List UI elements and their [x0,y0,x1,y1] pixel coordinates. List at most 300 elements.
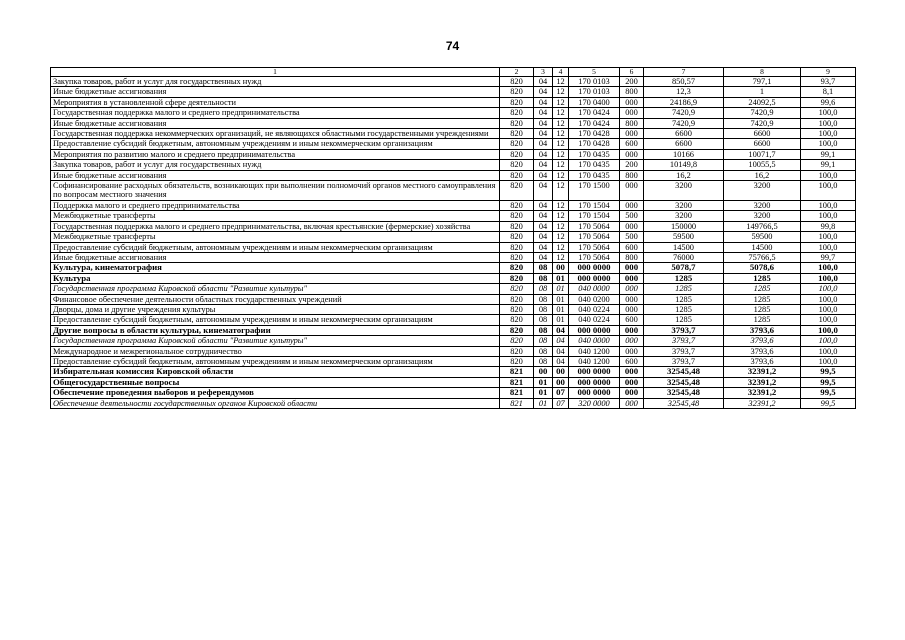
cell-expense-type: 000 [620,97,644,107]
cell-admin-code: 820 [500,294,534,304]
cell-planned: 3200 [644,181,724,201]
cell-planned: 850,57 [644,77,724,87]
cell-admin-code: 820 [500,149,534,159]
cell-name: Иные бюджетные ассигнования [51,87,500,97]
table-row [51,139,856,149]
cell-admin-code: 821 [500,398,534,408]
cell-percent: 100,0 [801,304,856,314]
cell-section: 08 [534,356,553,366]
cell-admin-code: 820 [500,118,534,128]
cell-expense-type: 800 [620,118,644,128]
cell-target-article: 000 0000 [569,388,620,398]
cell-name: Обеспечение проведения выборов и референдумов [51,388,500,398]
cell-percent: 100,0 [801,294,856,304]
cell-section: 04 [534,242,553,252]
cell-admin-code: 820 [500,252,534,262]
cell-percent: 93,7 [801,77,856,87]
cell-planned: 1285 [644,294,724,304]
cell-name: Межбюджетные трансферты [51,211,500,221]
cell-subsection: 01 [553,304,569,314]
cell-target-article: 040 0224 [569,315,620,325]
cell-expense-type: 600 [620,356,644,366]
cell-target-article: 170 0103 [569,87,620,97]
cell-admin-code: 820 [500,304,534,314]
cell-expense-type: 000 [620,388,644,398]
cell-expense-type: 000 [620,284,644,294]
cell-executed: 1285 [724,273,801,283]
cell-name: Предоставление субсидий бюджетным, автономным учреждениям и иным некоммерческим организациям [51,315,500,325]
cell-percent: 100,0 [801,346,856,356]
cell-executed: 3793,6 [724,325,801,335]
cell-admin-code: 820 [500,315,534,325]
table-row [51,294,856,304]
cell-executed: 32391,2 [724,398,801,408]
cell-target-article: 170 0435 [569,149,620,159]
cell-expense-type: 800 [620,87,644,97]
cell-admin-code: 820 [500,325,534,335]
cell-admin-code: 820 [500,242,534,252]
cell-percent: 100,0 [801,315,856,325]
cell-expense-type: 200 [620,160,644,170]
cell-executed: 3793,6 [724,346,801,356]
cell-percent: 100,0 [801,336,856,346]
cell-section: 01 [534,398,553,408]
cell-name: Избирательная комиссия Кировской области [51,367,500,377]
cell-subsection: 01 [553,294,569,304]
cell-expense-type: 000 [620,325,644,335]
cell-target-article: 000 0000 [569,325,620,335]
cell-section: 08 [534,315,553,325]
cell-planned: 3200 [644,200,724,210]
cell-expense-type: 000 [620,108,644,118]
cell-target-article: 170 1500 [569,181,620,201]
cell-admin-code: 820 [500,273,534,283]
cell-subsection: 01 [553,284,569,294]
cell-subsection: 12 [553,139,569,149]
cell-name: Другие вопросы в области культуры, кинематографии [51,325,500,335]
cell-percent: 99,1 [801,149,856,159]
cell-executed: 1285 [724,304,801,314]
cell-executed: 24092,5 [724,97,801,107]
table-row [51,242,856,252]
cell-admin-code: 820 [500,221,534,231]
cell-subsection: 04 [553,336,569,346]
cell-name: Предоставление субсидий бюджетным, автономным учреждениям и иным некоммерческим организациям [51,242,500,252]
cell-section: 08 [534,304,553,314]
cell-target-article: 320 0000 [569,398,620,408]
cell-name: Предоставление субсидий бюджетным, автономным учреждениям и иным некоммерческим организациям [51,139,500,149]
cell-planned: 5078,7 [644,263,724,273]
header-row [51,68,856,77]
cell-expense-type: 000 [620,367,644,377]
cell-section: 08 [534,346,553,356]
table-row [51,398,856,408]
cell-target-article: 170 5064 [569,232,620,242]
cell-admin-code: 820 [500,200,534,210]
cell-name: Культура, кинематография [51,263,500,273]
cell-planned: 3200 [644,211,724,221]
cell-name: Закупка товаров, работ и услуг для государственных нужд [51,160,500,170]
cell-target-article: 170 0424 [569,118,620,128]
cell-percent: 100,0 [801,242,856,252]
header-cell-expense-type: 6 [620,68,644,77]
cell-planned: 1285 [644,284,724,294]
cell-expense-type: 000 [620,221,644,231]
cell-planned: 14500 [644,242,724,252]
cell-name: Поддержка малого и среднего предпринимательства [51,200,500,210]
cell-section: 04 [534,181,553,201]
cell-planned: 6600 [644,139,724,149]
cell-section: 04 [534,221,553,231]
cell-percent: 100,0 [801,129,856,139]
cell-target-article: 040 0000 [569,336,620,346]
cell-section: 08 [534,273,553,283]
cell-subsection: 12 [553,200,569,210]
table-body [51,68,856,409]
table-row [51,129,856,139]
cell-section: 04 [534,77,553,87]
cell-subsection: 12 [553,242,569,252]
table-row [51,284,856,294]
header-cell-planned: 7 [644,68,724,77]
cell-executed: 3793,6 [724,356,801,366]
cell-planned: 6600 [644,129,724,139]
cell-subsection: 12 [553,129,569,139]
table-row [51,108,856,118]
cell-section: 04 [534,160,553,170]
cell-subsection: 04 [553,346,569,356]
cell-executed: 6600 [724,129,801,139]
cell-executed: 5078,6 [724,263,801,273]
cell-name: Дворцы, дома и другие учреждения культуры [51,304,500,314]
table-row [51,221,856,231]
cell-expense-type: 500 [620,232,644,242]
cell-expense-type: 600 [620,242,644,252]
cell-name: Мероприятия в установленной сфере деятельности [51,97,500,107]
cell-target-article: 000 0000 [569,377,620,387]
cell-target-article: 170 1504 [569,211,620,221]
cell-admin-code: 820 [500,263,534,273]
cell-executed: 32391,2 [724,367,801,377]
cell-subsection: 04 [553,356,569,366]
cell-executed: 10071,7 [724,149,801,159]
cell-executed: 32391,2 [724,377,801,387]
cell-planned: 32545,48 [644,388,724,398]
cell-executed: 3200 [724,200,801,210]
cell-percent: 100,0 [801,118,856,128]
table-row [51,336,856,346]
cell-admin-code: 820 [500,211,534,221]
cell-admin-code: 820 [500,108,534,118]
cell-percent: 100,0 [801,263,856,273]
cell-expense-type: 000 [620,181,644,201]
cell-percent: 100,0 [801,181,856,201]
cell-target-article: 000 0000 [569,367,620,377]
cell-section: 04 [534,118,553,128]
cell-target-article: 040 0200 [569,294,620,304]
cell-planned: 10149,8 [644,160,724,170]
cell-target-article: 040 1200 [569,356,620,366]
table-row [51,346,856,356]
cell-admin-code: 820 [500,87,534,97]
cell-executed: 59500 [724,232,801,242]
cell-percent: 99,5 [801,367,856,377]
cell-subsection: 12 [553,77,569,87]
table-row [51,77,856,87]
budget-table [50,67,856,409]
page-number: 74 [445,39,460,53]
header-cell-section: 3 [534,68,553,77]
cell-expense-type: 800 [620,170,644,180]
table-row [51,367,856,377]
cell-admin-code: 820 [500,97,534,107]
table-row [51,315,856,325]
cell-subsection: 00 [553,263,569,273]
cell-percent: 100,0 [801,325,856,335]
cell-section: 08 [534,336,553,346]
cell-expense-type: 000 [620,273,644,283]
cell-expense-type: 000 [620,263,644,273]
cell-subsection: 00 [553,367,569,377]
cell-planned: 150000 [644,221,724,231]
cell-target-article: 170 0400 [569,97,620,107]
table-row [51,160,856,170]
cell-executed: 6600 [724,139,801,149]
cell-percent: 8,1 [801,87,856,97]
table-row [51,211,856,221]
cell-executed: 14500 [724,242,801,252]
cell-section: 01 [534,377,553,387]
cell-subsection: 00 [553,377,569,387]
cell-planned: 76000 [644,252,724,262]
cell-percent: 100,0 [801,356,856,366]
cell-executed: 10055,5 [724,160,801,170]
cell-target-article: 170 0424 [569,108,620,118]
table-row [51,118,856,128]
cell-executed: 1285 [724,315,801,325]
cell-planned: 7420,9 [644,108,724,118]
cell-percent: 99,5 [801,377,856,387]
cell-planned: 3793,7 [644,325,724,335]
table-row [51,263,856,273]
cell-name: Государственная программа Кировской области "Развитие культуры" [51,336,500,346]
cell-section: 04 [534,108,553,118]
table-row [51,232,856,242]
header-cell-subsection: 4 [553,68,569,77]
cell-subsection: 12 [553,118,569,128]
cell-subsection: 12 [553,97,569,107]
cell-expense-type: 500 [620,211,644,221]
table-row [51,149,856,159]
cell-percent: 100,0 [801,139,856,149]
cell-name: Финансовое обеспечение деятельности областных государственных учреждений [51,294,500,304]
cell-name: Государственная программа Кировской области "Развитие культуры" [51,284,500,294]
cell-name: Иные бюджетные ассигнования [51,252,500,262]
cell-target-article: 170 0435 [569,170,620,180]
cell-name: Межбюджетные трансферты [51,232,500,242]
table-row [51,304,856,314]
cell-percent: 100,0 [801,200,856,210]
cell-subsection: 07 [553,388,569,398]
cell-name: Предоставление субсидий бюджетным, автономным учреждениям и иным некоммерческим организациям [51,356,500,366]
cell-target-article: 170 5064 [569,252,620,262]
cell-target-article: 000 0000 [569,273,620,283]
cell-percent: 99,5 [801,398,856,408]
cell-planned: 3793,7 [644,346,724,356]
cell-planned: 3793,7 [644,336,724,346]
cell-admin-code: 820 [500,336,534,346]
cell-section: 04 [534,149,553,159]
cell-executed: 1285 [724,294,801,304]
cell-planned: 32545,48 [644,398,724,408]
cell-planned: 16,2 [644,170,724,180]
cell-admin-code: 820 [500,181,534,201]
cell-expense-type: 600 [620,315,644,325]
cell-expense-type: 800 [620,252,644,262]
cell-target-article: 170 0435 [569,160,620,170]
cell-subsection: 12 [553,170,569,180]
cell-subsection: 12 [553,149,569,159]
table-row [51,273,856,283]
cell-percent: 100,0 [801,284,856,294]
cell-expense-type: 200 [620,77,644,87]
cell-subsection: 12 [553,211,569,221]
cell-section: 04 [534,139,553,149]
cell-admin-code: 820 [500,160,534,170]
cell-percent: 99,8 [801,221,856,231]
cell-section: 04 [534,170,553,180]
cell-planned: 10166 [644,149,724,159]
cell-section: 04 [534,252,553,262]
cell-executed: 16,2 [724,170,801,180]
cell-section: 04 [534,129,553,139]
cell-subsection: 12 [553,232,569,242]
cell-name: Государственная поддержка малого и среднего предпринимательства [51,108,500,118]
cell-percent: 99,7 [801,252,856,262]
cell-executed: 7420,9 [724,108,801,118]
cell-target-article: 000 0000 [569,263,620,273]
cell-expense-type: 000 [620,336,644,346]
cell-subsection: 12 [553,108,569,118]
cell-planned: 1285 [644,273,724,283]
header-cell-percent: 9 [801,68,856,77]
cell-executed: 75766,5 [724,252,801,262]
cell-section: 04 [534,200,553,210]
cell-expense-type: 000 [620,377,644,387]
cell-expense-type: 000 [620,304,644,314]
cell-admin-code: 820 [500,129,534,139]
cell-name: Софинансирование расходных обязательств, возникающих при выполнении полномочий органов местного самоуправления по вопросам местного значения [51,181,500,201]
cell-section: 08 [534,263,553,273]
header-cell-admin-code: 2 [500,68,534,77]
header-cell-target-article: 5 [569,68,620,77]
cell-percent: 100,0 [801,108,856,118]
cell-executed: 32391,2 [724,388,801,398]
cell-percent: 100,0 [801,211,856,221]
cell-target-article: 170 1504 [569,200,620,210]
cell-admin-code: 821 [500,388,534,398]
cell-subsection: 07 [553,398,569,408]
cell-admin-code: 821 [500,367,534,377]
cell-executed: 3793,6 [724,336,801,346]
cell-section: 08 [534,294,553,304]
cell-percent: 100,0 [801,170,856,180]
cell-section: 08 [534,325,553,335]
cell-target-article: 040 1200 [569,346,620,356]
cell-target-article: 040 0224 [569,304,620,314]
cell-planned: 12,3 [644,87,724,97]
cell-planned: 7420,9 [644,118,724,128]
cell-admin-code: 820 [500,139,534,149]
cell-planned: 59500 [644,232,724,242]
table-row [51,181,856,201]
header-cell-executed: 8 [724,68,801,77]
cell-subsection: 12 [553,252,569,262]
cell-name: Общегосударственные вопросы [51,377,500,387]
cell-subsection: 12 [553,87,569,97]
cell-executed: 149766,5 [724,221,801,231]
table-row [51,87,856,97]
cell-expense-type: 000 [620,398,644,408]
cell-target-article: 170 5064 [569,221,620,231]
cell-name: Международное и межрегиональное сотрудничество [51,346,500,356]
cell-subsection: 12 [553,181,569,201]
cell-admin-code: 820 [500,232,534,242]
cell-percent: 99,1 [801,160,856,170]
cell-name: Государственная поддержка малого и среднего предпринимательства, включая крестьянские (фермерские) хозяйства [51,221,500,231]
cell-subsection: 01 [553,315,569,325]
cell-name: Государственная поддержка некоммерческих организаций, не являющихся областными государственными учреждениями [51,129,500,139]
cell-section: 01 [534,388,553,398]
cell-target-article: 170 0428 [569,129,620,139]
cell-name: Иные бюджетные ассигнования [51,170,500,180]
cell-executed: 7420,9 [724,118,801,128]
cell-executed: 797,1 [724,77,801,87]
cell-admin-code: 820 [500,284,534,294]
cell-expense-type: 000 [620,200,644,210]
cell-name: Мероприятия по развитию малого и среднего предпринимательства [51,149,500,159]
cell-subsection: 12 [553,160,569,170]
table-row [51,170,856,180]
cell-subsection: 04 [553,325,569,335]
cell-target-article: 170 0103 [569,77,620,87]
cell-admin-code: 820 [500,77,534,87]
cell-percent: 100,0 [801,232,856,242]
cell-planned: 32545,48 [644,367,724,377]
cell-admin-code: 820 [500,346,534,356]
cell-section: 04 [534,211,553,221]
cell-admin-code: 820 [500,170,534,180]
cell-executed: 1 [724,87,801,97]
cell-percent: 99,5 [801,388,856,398]
cell-expense-type: 000 [620,149,644,159]
cell-name: Культура [51,273,500,283]
cell-executed: 1285 [724,284,801,294]
table-row [51,97,856,107]
cell-name: Иные бюджетные ассигнования [51,118,500,128]
cell-executed: 3200 [724,181,801,201]
cell-section: 04 [534,87,553,97]
table-row [51,325,856,335]
cell-section: 08 [534,284,553,294]
cell-section: 04 [534,232,553,242]
header-cell-name: 1 [51,68,500,77]
cell-planned: 3793,7 [644,356,724,366]
table-row [51,200,856,210]
cell-admin-code: 820 [500,356,534,366]
cell-target-article: 170 0428 [569,139,620,149]
cell-percent: 99,6 [801,97,856,107]
